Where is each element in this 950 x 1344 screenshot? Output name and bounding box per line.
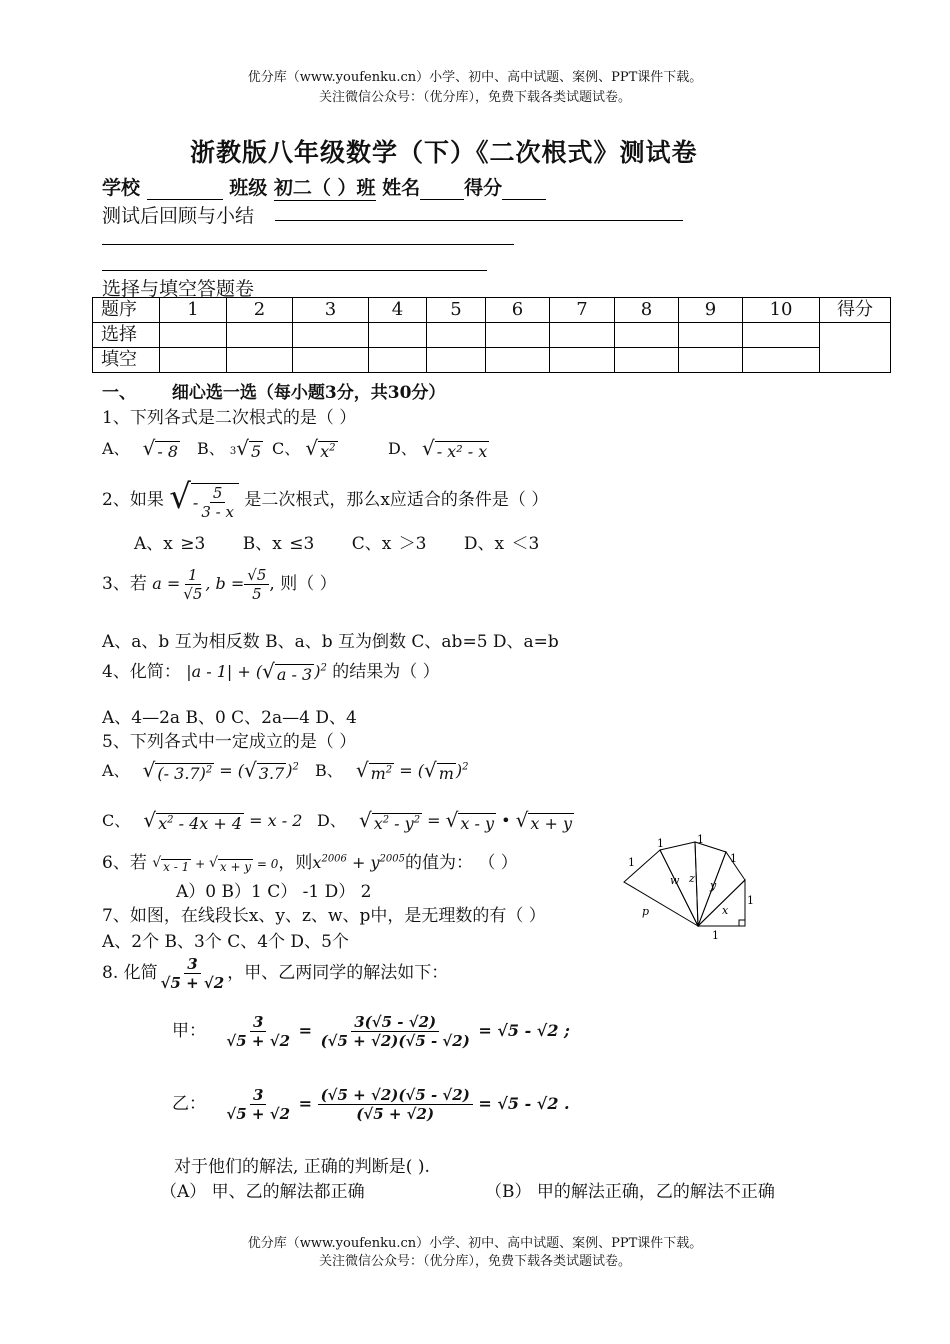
q1-c-label: C、 <box>272 439 301 458</box>
q8-stem <box>102 955 448 992</box>
review-line-1[interactable] <box>275 220 683 221</box>
q2-frac-den: 3 - x <box>201 503 234 521</box>
row-label-choice: 选择 <box>93 323 160 348</box>
footer-line-1: 优分库（www.youfenku.cn）小学、初中、高中试题、案例、PPT课件下载。 <box>247 1236 703 1251</box>
row-label-fill: 填空 <box>93 348 160 373</box>
q3-stem <box>102 566 337 603</box>
q1-d-expr: - x² - x <box>436 442 488 461</box>
q6-expr: $x^{2006} + y^{2005}$ <box>312 853 405 872</box>
q1-option-b <box>197 436 263 461</box>
school-label: 学校 <box>102 177 141 199</box>
answer-sheet-label: 选择与填空答题卷 <box>102 278 255 300</box>
answer-cell[interactable] <box>227 348 293 373</box>
answer-cell[interactable] <box>160 348 227 373</box>
col-header: 4 <box>369 298 427 323</box>
q4-suffix: 的结果为（ ） <box>332 662 440 682</box>
q5-option-b: B、 √ $m^2$ = ( √ m )$^2$ <box>315 758 469 783</box>
q1-b-radical: √ 5 <box>236 436 262 461</box>
fig-label-p: p <box>642 905 650 918</box>
fig-label-1f: 1 <box>712 929 719 942</box>
answer-cell[interactable] <box>293 323 369 348</box>
answer-cell[interactable] <box>743 323 820 348</box>
fig-label-z: z <box>689 872 695 885</box>
footer-line-2: 关注微信公众号：（优分库），免费下载各类试题试卷。 <box>318 1254 631 1269</box>
answer-cell[interactable] <box>550 323 615 348</box>
q4-options: A、4—2a B、0 C、2a—4 D、4 <box>102 708 357 728</box>
q2-prefix: 2、如果 <box>102 490 164 510</box>
triangle-p <box>624 850 698 926</box>
q1-a-radical: √ - 8 <box>142 436 179 461</box>
q2-option-d: D、x ＜3 <box>463 534 540 554</box>
answer-cell[interactable] <box>293 348 369 373</box>
q1-d-label: D、 <box>388 439 417 458</box>
q4-expr: |a - 1| + ( √ a - 3 )$^2$ <box>186 659 327 684</box>
q5-option-d: D、 √ $x^2 - y^2$ = √ x - y • √ x + y <box>317 808 573 833</box>
q2-option-a: A、x ≥3 <box>134 534 206 554</box>
score-cell[interactable] <box>820 323 891 373</box>
review-line-3[interactable] <box>102 270 487 271</box>
page-title: 浙教版八年级数学（下）《二次根式》测试卷 <box>190 138 698 167</box>
q1-b-label: B、 <box>197 439 225 458</box>
q1-stem: 1、下列各式是二次根式的是（ ） <box>102 408 357 428</box>
fig-label-1e: 1 <box>747 894 754 907</box>
q8-jia-label: 甲： <box>172 1021 206 1041</box>
q8-jia <box>172 1013 570 1050</box>
q1-a-expr: - 8 <box>157 442 179 461</box>
q1-b-index: 3 <box>229 445 237 457</box>
answer-cell[interactable] <box>486 323 550 348</box>
q6-prefix: 6、若 <box>102 853 147 873</box>
q2-stem <box>102 477 549 521</box>
q5-option-a: A、 √ (- 3.7)$^2$ = ( √ 3.7 )$^2$ <box>102 758 299 783</box>
q3-suffix: , 则（ ） <box>269 574 337 594</box>
name-blank[interactable] <box>420 177 464 200</box>
review-label: 测试后回顾与小结 <box>102 205 255 227</box>
q7-stem: 7、如图，在线段长x、y、z、w、p中，是无理数的有（ ） <box>102 906 546 926</box>
answer-cell[interactable] <box>615 348 679 373</box>
triangle-x <box>698 880 745 926</box>
fig-label-1a: 1 <box>628 856 635 869</box>
q1-d-radical: √ - x² - x <box>421 436 488 461</box>
answer-table <box>92 297 891 373</box>
q4-prefix: 4、化简： <box>102 662 181 682</box>
review-line-2[interactable] <box>102 244 514 245</box>
fig-label-x: x <box>722 904 729 917</box>
header-line-2: 关注微信公众号：（优分库），免费下载各类试题试卷。 <box>318 90 631 105</box>
answer-cell[interactable] <box>550 348 615 373</box>
q5-stem: 5、下列各式中一定成立的是（ ） <box>102 732 357 752</box>
class-value: 初二（ ）班 <box>274 173 376 201</box>
q1-option-d <box>388 436 489 461</box>
q1-option-c <box>272 436 338 461</box>
section-heading <box>102 378 445 403</box>
fig-label-1b: 1 <box>657 837 664 850</box>
answer-cell[interactable] <box>160 323 227 348</box>
q8-judge: 对于他们的解法, 正确的判断是( ). <box>174 1157 430 1177</box>
q3-prefix: 3、若 <box>102 574 147 594</box>
score-header: 得分 <box>820 298 891 323</box>
fig-label-1d: 1 <box>730 852 737 865</box>
q4-stem <box>102 657 440 684</box>
q2-option-c: C、x ＞3 <box>351 534 427 554</box>
q1-option-a <box>102 436 180 461</box>
col-header: 6 <box>486 298 550 323</box>
table-corner: 题序 <box>93 298 160 323</box>
q8-prefix: 8. 化简 <box>102 963 158 983</box>
col-header: 10 <box>743 298 820 323</box>
q6-mid: ，则 <box>278 853 313 873</box>
q5-c-label: C、 <box>102 811 131 830</box>
col-header: 2 <box>227 298 293 323</box>
q8-jia-expr: $\frac{3}{√5 + √2}$ = $\frac{3(√5 - √2)}{(√5 + √2)(√5 - √2)}$ = √5 - √2 ; <box>226 1013 570 1050</box>
answer-cell[interactable] <box>369 323 427 348</box>
q7-options: A、2个 B、3个 C、4个 D、5个 <box>102 932 349 952</box>
q2-options <box>134 529 539 554</box>
q8-yi <box>172 1086 570 1123</box>
col-header: 7 <box>550 298 615 323</box>
answer-cell[interactable] <box>427 323 486 348</box>
answer-cell[interactable] <box>427 348 486 373</box>
spiral-triangle-figure <box>620 832 760 942</box>
answer-cell[interactable] <box>615 323 679 348</box>
q3-expr: a = $\frac{1}{√5}$ , b = $\frac{√5}{5}$ <box>152 574 269 593</box>
q5-a-label: A、 <box>102 761 130 780</box>
q6-suffix: 的值为： （ ） <box>404 853 518 873</box>
score-label: 得分 <box>464 177 503 199</box>
q8-yi-label: 乙： <box>172 1094 206 1114</box>
info-line <box>102 173 546 201</box>
score-blank[interactable] <box>502 177 546 200</box>
col-header: 5 <box>427 298 486 323</box>
q8-option-b: （B） 甲的解法正确，乙的解法不正确 <box>485 1182 775 1202</box>
fig-label-w: w <box>670 874 680 887</box>
class-label: 班级 <box>229 177 268 199</box>
col-header: 3 <box>293 298 369 323</box>
q2-frac-num: 5 <box>210 484 226 503</box>
q5-d-label: D、 <box>317 811 346 830</box>
school-blank[interactable] <box>147 177 223 200</box>
q2-suffix: 是二次根式，那么x应适合的条件是（ ） <box>244 490 549 510</box>
answer-cell[interactable] <box>369 348 427 373</box>
section-number: 一、 <box>102 383 136 403</box>
col-header: 8 <box>615 298 679 323</box>
q5-b-label: B、 <box>315 761 343 780</box>
header-line-1: 优分库（www.youfenku.cn）小学、初中、高中试题、案例、PPT课件下载。 <box>247 70 703 85</box>
q3-options: A、a、b 互为相反数 B、a、b 互为倒数 C、ab=5 D、a=b <box>102 632 559 652</box>
answer-cell[interactable] <box>227 323 293 348</box>
q8-expr: $\frac{3}{√5 + √2}$ <box>160 955 225 992</box>
answer-cell[interactable] <box>486 348 550 373</box>
q8-suffix: ，甲、乙两同学的解法如下： <box>227 963 449 983</box>
q6-condition: √ x - 1 + √ x + y = 0 <box>152 854 279 874</box>
q2-radical: √ - $\frac{5}{3 - x}$ <box>169 480 239 521</box>
q6-stem <box>102 848 518 874</box>
fig-label-y: y <box>710 879 717 892</box>
name-label: 姓名 <box>382 177 421 199</box>
q1-c-expr: x <box>320 442 330 461</box>
q1-a-label: A、 <box>102 439 130 458</box>
answer-cell[interactable] <box>679 323 743 348</box>
q6-options: A）0 B）1 C） -1 D） 2 <box>176 882 372 902</box>
right-angle-mark <box>739 920 745 926</box>
section-title: 细心选一选（每小题3分，共30分） <box>171 383 446 403</box>
q1-b-expr: 5 <box>250 442 262 461</box>
q1-c-radical: √ $x^2$ <box>305 436 336 461</box>
q5-option-c: C、 √ $x^2 - 4x + 4$ = x - 2 <box>102 808 303 833</box>
q8-option-a: （A） 甲、乙的解法都正确 <box>160 1182 365 1202</box>
q8-yi-expr: $\frac{3}{√5 + √2}$ = $\frac{(√5 + √2)(√5 - √2)}{(√5 + √2)}$ = √5 - √2 . <box>226 1086 570 1123</box>
fig-label-1c: 1 <box>697 833 704 846</box>
answer-cell[interactable] <box>679 348 743 373</box>
col-header: 1 <box>160 298 227 323</box>
q2-option-b: B、x ≤3 <box>242 534 315 554</box>
col-header: 9 <box>679 298 743 323</box>
answer-cell[interactable] <box>743 348 820 373</box>
